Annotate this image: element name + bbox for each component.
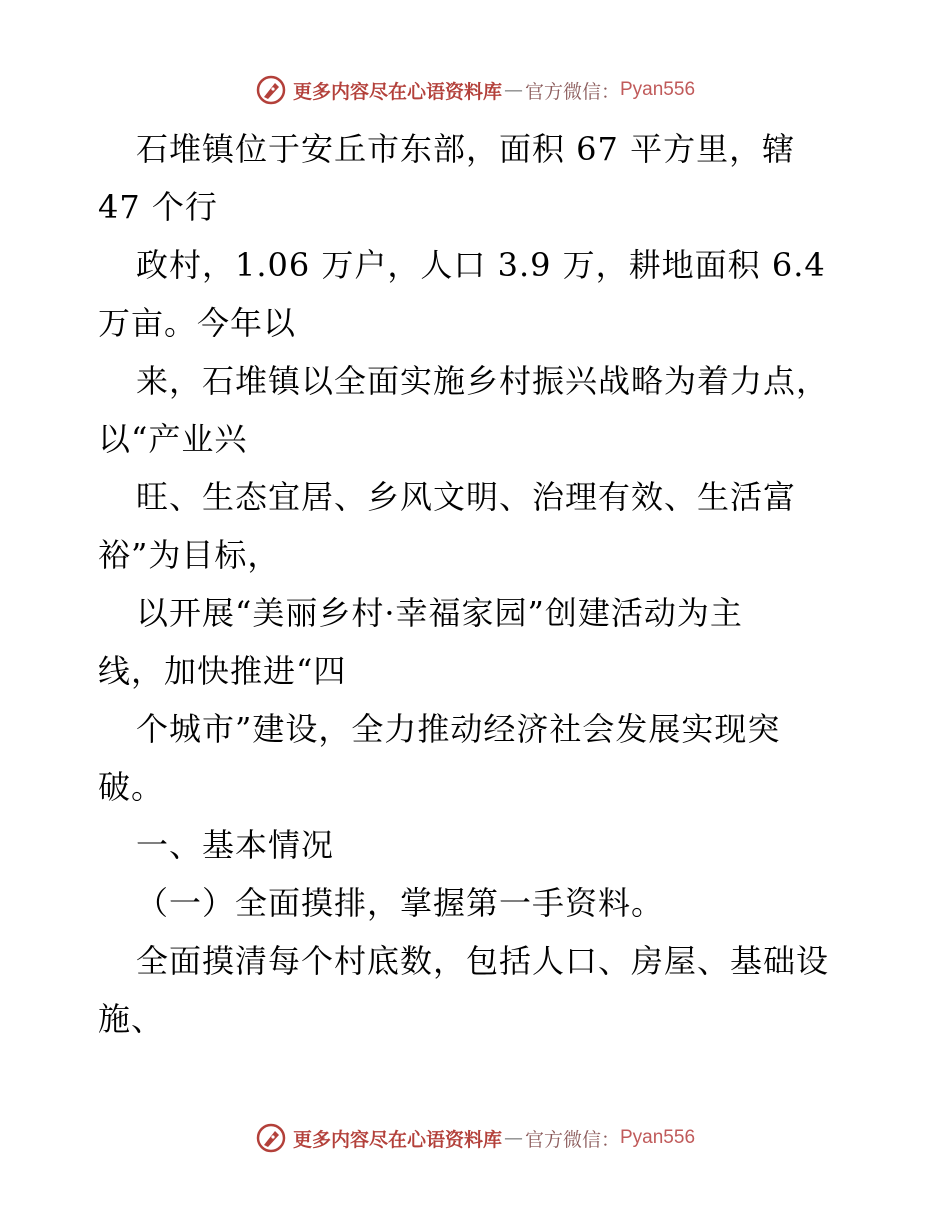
pen-nib-circle-icon xyxy=(255,1122,287,1154)
text-line: 裕”为目标， xyxy=(98,536,281,574)
text-line: 全面摸清每个村底数，包括人口、房屋、基础设 xyxy=(136,942,830,980)
text-line: 破。 xyxy=(98,768,165,806)
watermark-wechat-label: 官方微信： xyxy=(524,80,620,103)
header-watermark xyxy=(0,70,950,110)
pen-nib-circle-icon xyxy=(255,74,287,106)
text-line: 47 个行 xyxy=(98,188,218,226)
text-line: 施、 xyxy=(98,1000,165,1038)
subsection-heading: （一）全面摸排，掌握第一手资料。 xyxy=(136,884,665,922)
text-line: 个城市”建设，全力推动经济社会发展实现突 xyxy=(136,710,781,748)
watermark-account: Pyan556 xyxy=(620,1127,696,1148)
watermark-wechat-label: 官方微信： xyxy=(524,1128,620,1151)
watermark-brand: 更多内容尽在心语资料库 xyxy=(292,1128,502,1151)
section-heading: 一、基本情况 xyxy=(136,826,335,864)
watermark-separator: — xyxy=(503,1127,523,1149)
text-line: 以“产业兴 xyxy=(98,420,248,458)
footer-watermark xyxy=(0,1118,950,1158)
document-body xyxy=(98,120,898,1048)
text-line: 以开展“美丽乡村·幸福家园”创建活动为主 xyxy=(136,594,743,632)
text-line: 石堆镇位于安丘市东部，面积 67 平方里，辖 xyxy=(136,130,796,168)
text-line: 政村，1.06 万户，人口 3.9 万，耕地面积 6.4 xyxy=(136,246,826,284)
watermark-brand: 更多内容尽在心语资料库 xyxy=(292,80,502,103)
text-line: 旺、生态宜居、乡风文明、治理有效、生活富 xyxy=(136,478,797,516)
watermark-account: Pyan556 xyxy=(620,79,696,100)
watermark-separator: — xyxy=(503,79,523,101)
text-line: 线，加快推进“四 xyxy=(98,652,347,690)
text-line: 万亩。今年以 xyxy=(98,304,297,342)
text-line: 来，石堆镇以全面实施乡村振兴战略为着力点， xyxy=(136,362,830,400)
